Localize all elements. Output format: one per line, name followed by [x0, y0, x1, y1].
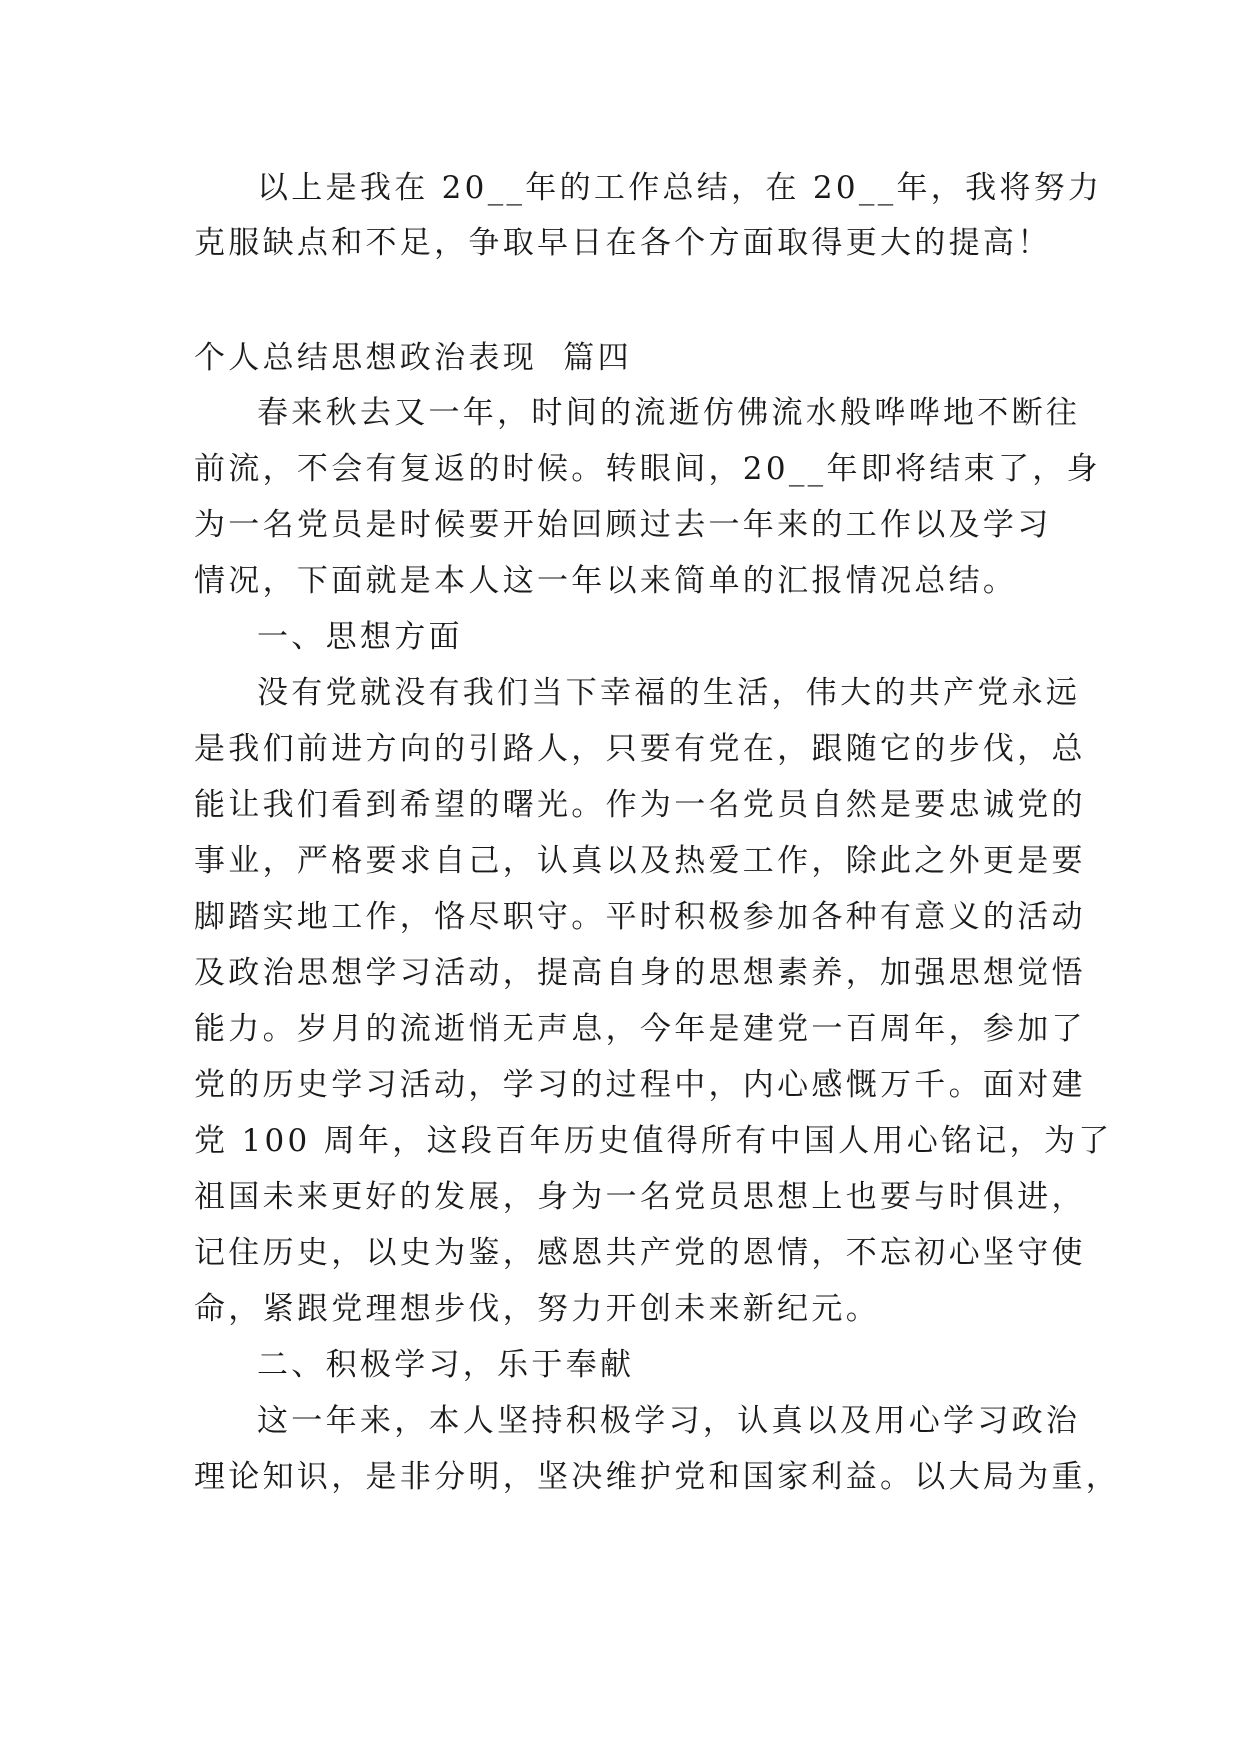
- intro-paragraph-line: 为一名党员是时候要开始回顾过去一年来的工作以及学习: [194, 507, 1052, 543]
- intro-paragraph-line: 春来秋去又一年，时间的流逝仿佛流水般哗哗地不断往: [257, 395, 1081, 431]
- paragraph-1-line: 党的历史学习活动，学习的过程中，内心感慨万千。面对建: [194, 1067, 1086, 1103]
- paragraph-1-line: 党 100 周年，这段百年历史值得所有中国人用心铭记，为了: [194, 1123, 1113, 1159]
- intro-paragraph-line: 情况，下面就是本人这一年以来简单的汇报情况总结。: [194, 563, 1018, 599]
- paragraph-1-line: 记住历史，以史为鉴，感恩共产党的恩情，不忘初心坚守使: [194, 1235, 1086, 1271]
- paragraph-1-line: 能让我们看到希望的曙光。作为一名党员自然是要忠诚党的: [194, 787, 1086, 823]
- paragraph-2-line: 理论知识，是非分明，坚决维护党和国家利益。以大局为重，: [194, 1459, 1121, 1495]
- closing-paragraph-line: 以上是我在 20__年的工作总结，在 20__年，我将努力: [257, 170, 1103, 206]
- paragraph-1-line: 事业，严格要求自己，认真以及热爱工作，除此之外更是要: [194, 843, 1086, 879]
- section-title: 个人总结思想政治表现 篇四: [194, 340, 632, 376]
- paragraph-1-line: 及政治思想学习活动，提高自身的思想素养，加强思想觉悟: [194, 955, 1086, 991]
- heading-thought: 一、思想方面: [257, 619, 463, 655]
- paragraph-1-line: 没有党就没有我们当下幸福的生活，伟大的共产党永远: [257, 675, 1081, 711]
- closing-paragraph-line: 克服缺点和不足，争取早日在各个方面取得更大的提高！: [194, 225, 1052, 261]
- paragraph-1-line: 祖国未来更好的发展，身为一名党员思想上也要与时俱进，: [194, 1179, 1086, 1215]
- paragraph-1-line: 命，紧跟党理想步伐，努力开创未来新纪元。: [194, 1291, 880, 1327]
- paragraph-1-line: 脚踏实地工作，恪尽职守。平时积极参加各种有意义的活动: [194, 899, 1086, 935]
- paragraph-2-line: 这一年来，本人坚持积极学习，认真以及用心学习政治: [257, 1403, 1081, 1439]
- intro-paragraph-line: 前流，不会有复返的时候。转眼间，20__年即将结束了，身: [194, 451, 1101, 487]
- paragraph-1-line: 是我们前进方向的引路人，只要有党在，跟随它的步伐，总: [194, 731, 1086, 767]
- heading-study: 二、积极学习，乐于奉献: [257, 1347, 635, 1383]
- paragraph-1-line: 能力。岁月的流逝悄无声息，今年是建党一百周年，参加了: [194, 1011, 1086, 1047]
